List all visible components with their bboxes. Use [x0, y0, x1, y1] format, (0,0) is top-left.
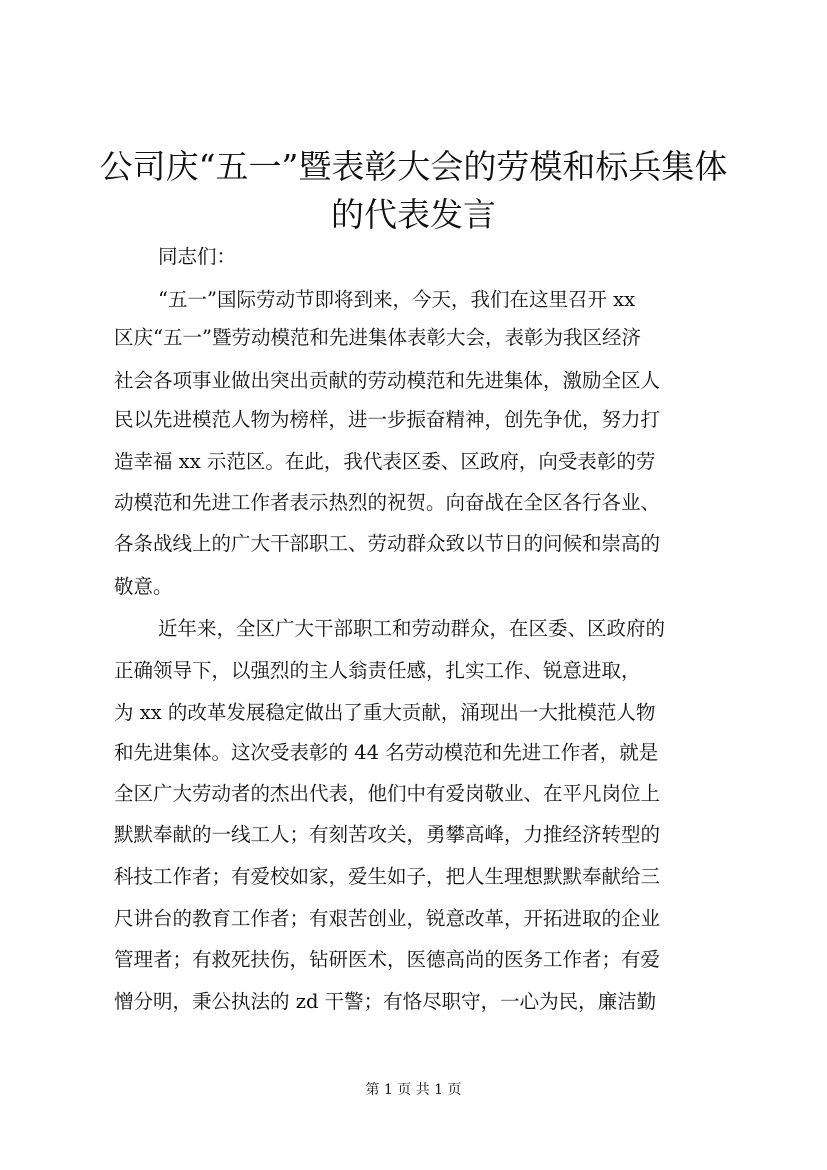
paragraph-line: 近年来，全区广大干部职工和劳动群众，在区委、区政府的 [158, 617, 666, 640]
paragraph-line: 社会各项事业做出突出贡献的劳动模范和先进集体，激励全区人 [114, 369, 661, 392]
paragraph-line: 尺讲台的教育工作者；有艰苦创业，锐意改革，开拓进取的企业 [114, 907, 661, 930]
paragraph-line: 默默奉献的一线工人；有刻苦攻关，勇攀高峰，力推经济转型的 [114, 823, 661, 846]
salutation: 同志们： [158, 245, 237, 268]
paragraph-line: “五一”国际劳动节即将到来，今天，我们在这里召开 xx [158, 288, 636, 311]
paragraph-line: 全区广大劳动者的杰出代表，他们中有爱岗敬业、在平凡岗位上 [114, 782, 661, 805]
paragraph-line: 和先进集体。这次受表彰的 44 名劳动模范和先进工作者，就是 [114, 741, 659, 764]
paragraph-line: 民以先进模范人物为榜样，进一步振奋精神，创先争优，努力打 [114, 408, 661, 431]
document-title-line-1: 公司庆“五一”暨表彰大会的劳模和标兵集体 [99, 147, 728, 186]
paragraph-line: 正确领导下，以强烈的主人翁责任感，扎实工作、锐意进取， [114, 659, 641, 682]
paragraph-line: 憎分明，秉公执法的 zd 干警；有恪尽职守，一心为民，廉洁勤 [114, 990, 657, 1013]
paragraph-line: 各条战线上的广大干部职工、劳动群众致以节日的问候和崇高的 [114, 532, 661, 555]
page-footer: 第 1 页 共 1 页 [365, 1082, 462, 1098]
paragraph-line: 为 xx 的改革发展稳定做出了重大贡献，涌现出一大批模范人物 [114, 701, 656, 724]
paragraph-line: 区庆“五一”暨劳动模范和先进集体表彰大会，表彰为我区经济 [114, 326, 641, 349]
paragraph-line: 造幸福 xx 示范区。在此，我代表区委、区政府，向受表彰的劳 [114, 450, 656, 473]
paragraph-line: 动模范和先进工作者表示热烈的祝贺。向奋战在全区各行各业、 [114, 491, 661, 514]
document-title-line-2: 的代表发言 [331, 195, 496, 234]
paragraph-line: 敬意。 [114, 575, 173, 598]
paragraph-line: 管理者；有救死扶伤，钻研医术，医德高尚的医务工作者；有爱 [114, 948, 661, 971]
paragraph-line: 科技工作者；有爱校如家，爱生如子，把人生理想默默奉献给三 [114, 865, 661, 888]
